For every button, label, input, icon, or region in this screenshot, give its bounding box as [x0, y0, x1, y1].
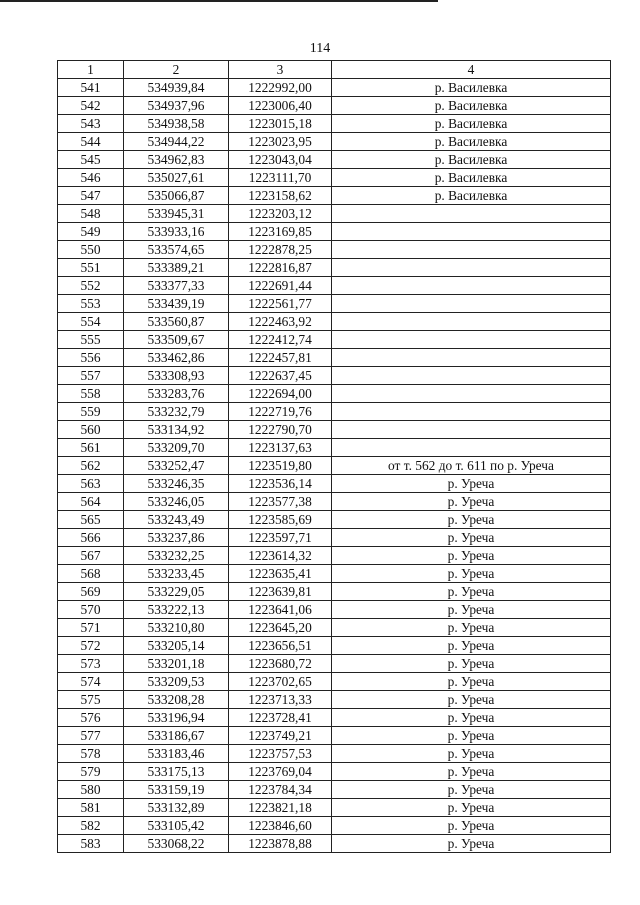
point-number-cell: 573 — [58, 655, 124, 673]
x-coordinate-cell: 533068,22 — [124, 835, 229, 853]
y-coordinate-cell: 1223702,65 — [229, 673, 332, 691]
description-cell: р. Уреча — [332, 673, 611, 691]
point-number-cell: 550 — [58, 241, 124, 259]
description-cell — [332, 223, 611, 241]
table-row — [58, 259, 611, 277]
x-coordinate-cell: 533439,19 — [124, 295, 229, 313]
description-cell: р. Уреча — [332, 745, 611, 763]
x-coordinate-cell: 533175,13 — [124, 763, 229, 781]
point-number-cell: 545 — [58, 151, 124, 169]
table-row — [58, 493, 611, 511]
table-row — [58, 781, 611, 799]
description-cell: р. Уреча — [332, 583, 611, 601]
y-coordinate-cell: 1222790,70 — [229, 421, 332, 439]
description-cell: р. Уреча — [332, 601, 611, 619]
point-number-cell: 563 — [58, 475, 124, 493]
x-coordinate-cell: 533243,49 — [124, 511, 229, 529]
description-cell: р. Уреча — [332, 565, 611, 583]
table-row — [58, 187, 611, 205]
table-row — [58, 655, 611, 673]
point-number-cell: 561 — [58, 439, 124, 457]
x-coordinate-cell: 533183,46 — [124, 745, 229, 763]
x-coordinate-cell: 534962,83 — [124, 151, 229, 169]
y-coordinate-cell: 1223769,04 — [229, 763, 332, 781]
y-coordinate-cell: 1222878,25 — [229, 241, 332, 259]
description-cell: р. Уреча — [332, 655, 611, 673]
x-coordinate-cell: 533560,87 — [124, 313, 229, 331]
point-number-cell: 579 — [58, 763, 124, 781]
description-cell: р. Уреча — [332, 493, 611, 511]
x-coordinate-cell: 533308,93 — [124, 367, 229, 385]
top-rule — [0, 0, 438, 2]
column-header-2: 2 — [124, 61, 229, 79]
table-row — [58, 403, 611, 421]
description-cell — [332, 313, 611, 331]
table-row — [58, 241, 611, 259]
x-coordinate-cell: 534938,58 — [124, 115, 229, 133]
description-cell: р. Василевка — [332, 133, 611, 151]
table-row — [58, 601, 611, 619]
y-coordinate-cell: 1223784,34 — [229, 781, 332, 799]
y-coordinate-cell: 1222457,81 — [229, 349, 332, 367]
column-header-1: 1 — [58, 61, 124, 79]
y-coordinate-cell: 1223519,80 — [229, 457, 332, 475]
point-number-cell: 544 — [58, 133, 124, 151]
y-coordinate-cell: 1223043,04 — [229, 151, 332, 169]
x-coordinate-cell: 533222,13 — [124, 601, 229, 619]
description-cell: р. Уреча — [332, 817, 611, 835]
table-header-row — [58, 61, 611, 79]
y-coordinate-cell: 1223645,20 — [229, 619, 332, 637]
y-coordinate-cell: 1223111,70 — [229, 169, 332, 187]
y-coordinate-cell: 1223597,71 — [229, 529, 332, 547]
x-coordinate-cell: 534939,84 — [124, 79, 229, 97]
table-row — [58, 673, 611, 691]
point-number-cell: 572 — [58, 637, 124, 655]
x-coordinate-cell: 534937,96 — [124, 97, 229, 115]
y-coordinate-cell: 1222694,00 — [229, 385, 332, 403]
table-row — [58, 367, 611, 385]
x-coordinate-cell: 533237,86 — [124, 529, 229, 547]
y-coordinate-cell: 1223878,88 — [229, 835, 332, 853]
point-number-cell: 557 — [58, 367, 124, 385]
table-row — [58, 349, 611, 367]
point-number-cell: 553 — [58, 295, 124, 313]
table-row — [58, 115, 611, 133]
description-cell — [332, 403, 611, 421]
description-cell — [332, 349, 611, 367]
point-number-cell: 552 — [58, 277, 124, 295]
description-cell — [332, 277, 611, 295]
x-coordinate-cell: 533246,35 — [124, 475, 229, 493]
description-cell: р. Василевка — [332, 97, 611, 115]
y-coordinate-cell: 1223713,33 — [229, 691, 332, 709]
column-header-4: 4 — [332, 61, 611, 79]
table-row — [58, 439, 611, 457]
y-coordinate-cell: 1223757,53 — [229, 745, 332, 763]
y-coordinate-cell: 1223023,95 — [229, 133, 332, 151]
table-row — [58, 295, 611, 313]
description-cell: р. Василевка — [332, 115, 611, 133]
x-coordinate-cell: 533945,31 — [124, 205, 229, 223]
x-coordinate-cell: 533209,53 — [124, 673, 229, 691]
x-coordinate-cell: 533159,19 — [124, 781, 229, 799]
description-cell: р. Василевка — [332, 151, 611, 169]
point-number-cell: 576 — [58, 709, 124, 727]
y-coordinate-cell: 1223169,85 — [229, 223, 332, 241]
description-cell — [332, 205, 611, 223]
y-coordinate-cell: 1223639,81 — [229, 583, 332, 601]
y-coordinate-cell: 1223846,60 — [229, 817, 332, 835]
table-row — [58, 511, 611, 529]
description-cell — [332, 241, 611, 259]
point-number-cell: 578 — [58, 745, 124, 763]
point-number-cell: 549 — [58, 223, 124, 241]
table-row — [58, 691, 611, 709]
y-coordinate-cell: 1222561,77 — [229, 295, 332, 313]
table-row — [58, 331, 611, 349]
description-cell — [332, 295, 611, 313]
table-row — [58, 619, 611, 637]
point-number-cell: 582 — [58, 817, 124, 835]
point-number-cell: 569 — [58, 583, 124, 601]
y-coordinate-cell: 1223158,62 — [229, 187, 332, 205]
y-coordinate-cell: 1222719,76 — [229, 403, 332, 421]
description-cell: р. Уреча — [332, 475, 611, 493]
table-row — [58, 457, 611, 475]
y-coordinate-cell: 1222412,74 — [229, 331, 332, 349]
table-row — [58, 151, 611, 169]
y-coordinate-cell: 1223006,40 — [229, 97, 332, 115]
point-number-cell: 543 — [58, 115, 124, 133]
description-cell: р. Василевка — [332, 169, 611, 187]
x-coordinate-cell: 533134,92 — [124, 421, 229, 439]
y-coordinate-cell: 1223015,18 — [229, 115, 332, 133]
table-row — [58, 565, 611, 583]
table-row — [58, 817, 611, 835]
y-coordinate-cell: 1223821,18 — [229, 799, 332, 817]
x-coordinate-cell: 533210,80 — [124, 619, 229, 637]
point-number-cell: 546 — [58, 169, 124, 187]
table-row — [58, 421, 611, 439]
point-number-cell: 555 — [58, 331, 124, 349]
point-number-cell: 541 — [58, 79, 124, 97]
table-row — [58, 763, 611, 781]
y-coordinate-cell: 1223614,32 — [229, 547, 332, 565]
point-number-cell: 564 — [58, 493, 124, 511]
point-number-cell: 551 — [58, 259, 124, 277]
x-coordinate-cell: 533196,94 — [124, 709, 229, 727]
table-row — [58, 529, 611, 547]
point-number-cell: 554 — [58, 313, 124, 331]
point-number-cell: 574 — [58, 673, 124, 691]
x-coordinate-cell: 533232,25 — [124, 547, 229, 565]
table-row — [58, 385, 611, 403]
table-row — [58, 169, 611, 187]
description-cell: р. Уреча — [332, 727, 611, 745]
table-row — [58, 583, 611, 601]
coordinates-table — [57, 60, 611, 853]
x-coordinate-cell: 533509,67 — [124, 331, 229, 349]
x-coordinate-cell: 533205,14 — [124, 637, 229, 655]
point-number-cell: 581 — [58, 799, 124, 817]
point-number-cell: 548 — [58, 205, 124, 223]
x-coordinate-cell: 533252,47 — [124, 457, 229, 475]
x-coordinate-cell: 533105,42 — [124, 817, 229, 835]
description-cell: р. Уреча — [332, 529, 611, 547]
y-coordinate-cell: 1223203,12 — [229, 205, 332, 223]
point-number-cell: 567 — [58, 547, 124, 565]
point-number-cell: 568 — [58, 565, 124, 583]
description-cell: р. Уреча — [332, 835, 611, 853]
x-coordinate-cell: 533186,67 — [124, 727, 229, 745]
x-coordinate-cell: 533389,21 — [124, 259, 229, 277]
description-cell: р. Уреча — [332, 511, 611, 529]
y-coordinate-cell: 1223656,51 — [229, 637, 332, 655]
description-cell: р. Василевка — [332, 187, 611, 205]
x-coordinate-cell: 533283,76 — [124, 385, 229, 403]
table-row — [58, 133, 611, 151]
description-cell: р. Уреча — [332, 637, 611, 655]
y-coordinate-cell: 1223536,14 — [229, 475, 332, 493]
table-row — [58, 475, 611, 493]
description-cell — [332, 421, 611, 439]
x-coordinate-cell: 533233,45 — [124, 565, 229, 583]
y-coordinate-cell: 1223137,63 — [229, 439, 332, 457]
y-coordinate-cell: 1223680,72 — [229, 655, 332, 673]
description-cell: р. Уреча — [332, 781, 611, 799]
table-row — [58, 799, 611, 817]
point-number-cell: 566 — [58, 529, 124, 547]
description-cell — [332, 367, 611, 385]
table-row — [58, 709, 611, 727]
description-cell: р. Василевка — [332, 79, 611, 97]
description-cell: р. Уреча — [332, 799, 611, 817]
table-row — [58, 313, 611, 331]
point-number-cell: 558 — [58, 385, 124, 403]
point-number-cell: 571 — [58, 619, 124, 637]
point-number-cell: 577 — [58, 727, 124, 745]
description-cell: р. Уреча — [332, 709, 611, 727]
x-coordinate-cell: 533462,86 — [124, 349, 229, 367]
y-coordinate-cell: 1222816,87 — [229, 259, 332, 277]
point-number-cell: 565 — [58, 511, 124, 529]
page-number: 114 — [309, 41, 331, 56]
y-coordinate-cell: 1223635,41 — [229, 565, 332, 583]
x-coordinate-cell: 533201,18 — [124, 655, 229, 673]
x-coordinate-cell: 533132,89 — [124, 799, 229, 817]
table-row — [58, 79, 611, 97]
description-cell — [332, 259, 611, 277]
y-coordinate-cell: 1223577,38 — [229, 493, 332, 511]
point-number-cell: 547 — [58, 187, 124, 205]
y-coordinate-cell: 1223728,41 — [229, 709, 332, 727]
table-row — [58, 637, 611, 655]
table-row — [58, 277, 611, 295]
point-number-cell: 580 — [58, 781, 124, 799]
table-row — [58, 835, 611, 853]
column-header-3: 3 — [229, 61, 332, 79]
x-coordinate-cell: 533229,05 — [124, 583, 229, 601]
point-number-cell: 570 — [58, 601, 124, 619]
x-coordinate-cell: 535066,87 — [124, 187, 229, 205]
description-cell: от т. 562 до т. 611 по р. Уреча — [332, 457, 611, 475]
y-coordinate-cell: 1223641,06 — [229, 601, 332, 619]
description-cell — [332, 439, 611, 457]
description-cell: р. Уреча — [332, 547, 611, 565]
x-coordinate-cell: 533574,65 — [124, 241, 229, 259]
table-row — [58, 223, 611, 241]
x-coordinate-cell: 534944,22 — [124, 133, 229, 151]
x-coordinate-cell: 533209,70 — [124, 439, 229, 457]
point-number-cell: 560 — [58, 421, 124, 439]
x-coordinate-cell: 533377,33 — [124, 277, 229, 295]
table-row — [58, 97, 611, 115]
point-number-cell: 575 — [58, 691, 124, 709]
description-cell — [332, 331, 611, 349]
description-cell: р. Уреча — [332, 763, 611, 781]
x-coordinate-cell: 533933,16 — [124, 223, 229, 241]
x-coordinate-cell: 533208,28 — [124, 691, 229, 709]
point-number-cell: 559 — [58, 403, 124, 421]
table-row — [58, 205, 611, 223]
description-cell: р. Уреча — [332, 691, 611, 709]
x-coordinate-cell: 533246,05 — [124, 493, 229, 511]
y-coordinate-cell: 1222992,00 — [229, 79, 332, 97]
point-number-cell: 562 — [58, 457, 124, 475]
description-cell — [332, 385, 611, 403]
point-number-cell: 583 — [58, 835, 124, 853]
x-coordinate-cell: 535027,61 — [124, 169, 229, 187]
x-coordinate-cell: 533232,79 — [124, 403, 229, 421]
description-cell: р. Уреча — [332, 619, 611, 637]
y-coordinate-cell: 1223585,69 — [229, 511, 332, 529]
table-row — [58, 727, 611, 745]
y-coordinate-cell: 1223749,21 — [229, 727, 332, 745]
point-number-cell: 542 — [58, 97, 124, 115]
y-coordinate-cell: 1222463,92 — [229, 313, 332, 331]
table-row — [58, 547, 611, 565]
point-number-cell: 556 — [58, 349, 124, 367]
table-row — [58, 745, 611, 763]
y-coordinate-cell: 1222691,44 — [229, 277, 332, 295]
y-coordinate-cell: 1222637,45 — [229, 367, 332, 385]
